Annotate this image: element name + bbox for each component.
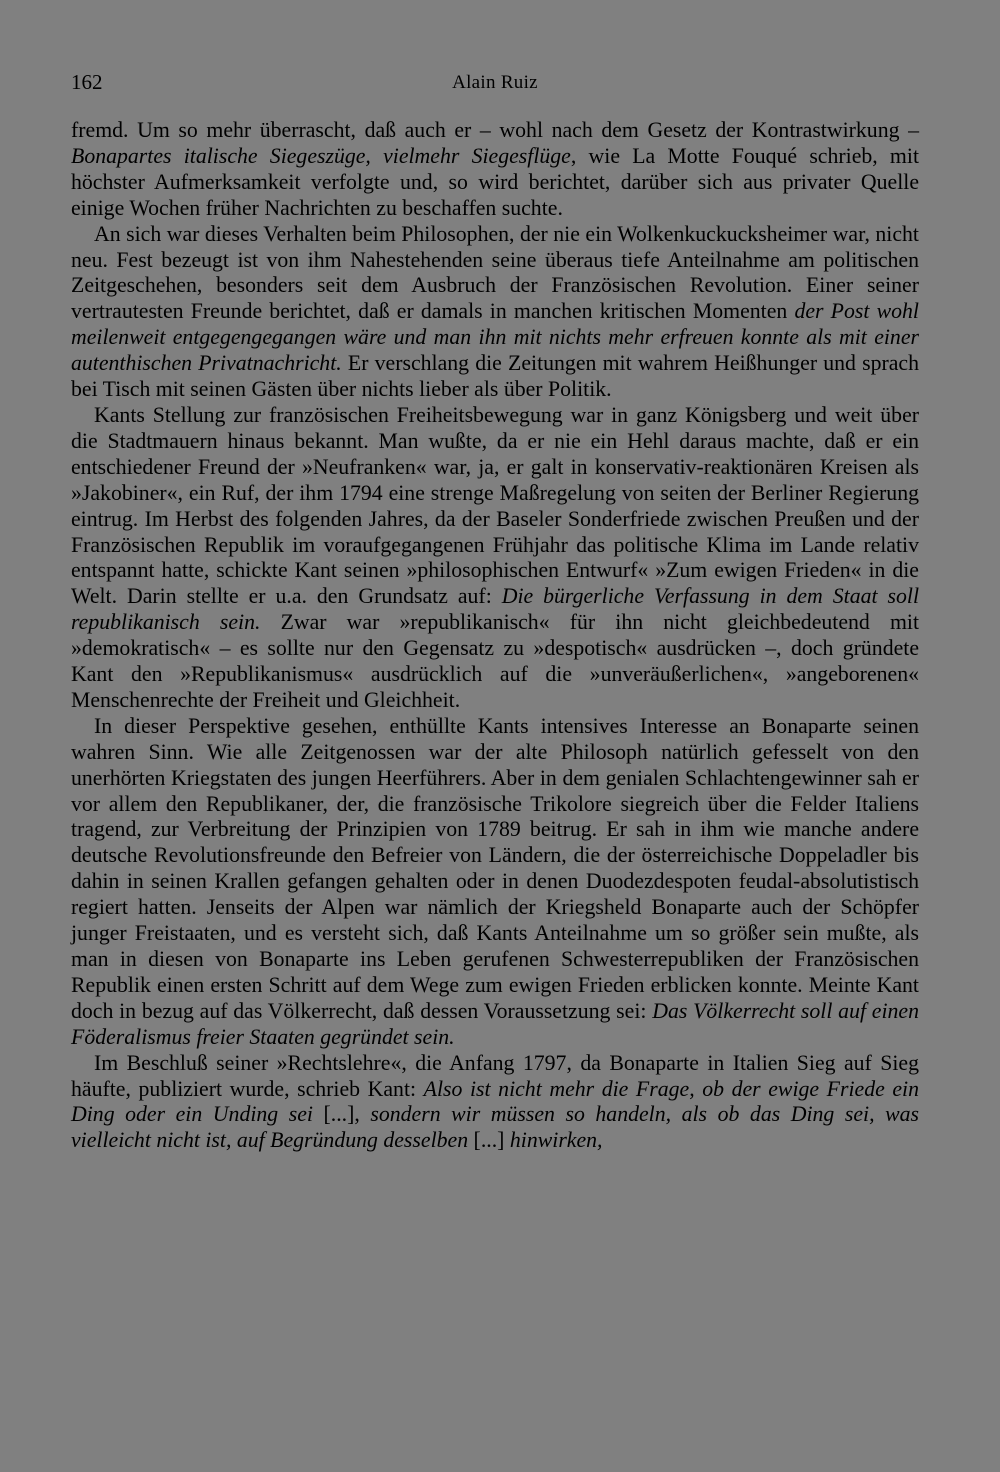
italic-quote: Bonapartes italische Siegeszüge, vielmehr Siegesflüge bbox=[71, 143, 571, 168]
italic-quote: sondern wir müssen so handeln, als ob das Ding sei, was vielleicht nicht ist, auf Begründung desselben bbox=[71, 1102, 919, 1153]
text-segment: Zwar war »republikanisch« für ihn nicht gleichbedeutend mit »demokratisch« – es sollte nur den Gegensatz zu »despotisch« ausdrücken –, doch gründete Kant den »Republikanismus« ausdrücklich auf die »unveräußerlichen«, »angeborenen« Menschenrechte der Freiheit und Gleichheit. bbox=[71, 610, 920, 712]
page-header bbox=[71, 64, 919, 100]
italic-quote: Also ist nicht mehr die Frage, ob der ewige Friede ein Ding oder ein Unding sei bbox=[71, 1076, 919, 1127]
page-number: 162 bbox=[71, 70, 103, 94]
running-head-author: Alain Ruiz bbox=[452, 72, 538, 93]
text-segment: Kants Stellung zur französischen Freiheitsbewegung war in ganz Königsberg und weit über die Stadtmauern hinaus bekannt. Man wußte, da er nie ein Hehl daraus machte, daß er ein entschiedener Freund der »Neufranken« war, ja, er galt in konservativ-reaktionären Kreisen als »Jakobiner«, ein Ruf, der ihm 1794 eine strenge Maßregelung von seiten der Berliner Regierung eintrug. Im Herbst des folgenden Jahres, da der Baseler Sonderfriede zwischen Preußen und der Französischen Republik im voraufgegangenen Frühjahr das politische Klima im Lande relativ entspannt hatte, schickte Kant seinen »philosophischen Entwurf« »Zum ewigen Frieden« in die Welt. Darin stellte er u.a. den Grundsatz auf: bbox=[71, 402, 919, 609]
text-segment: [...], bbox=[312, 1102, 371, 1127]
text-segment: , wie La Motte Fouqué schrieb, mit höchster Aufmerksamkeit verfolgte und, so wird berichtet, darüber sich aus privater Quelle einige Wochen früher Nachrichten zu beschaffen suchte. bbox=[71, 143, 920, 220]
text-segment: Im Beschluß seiner »Rechtslehre«, die Anfang 1797, da Bonaparte in Italien Sieg auf Sieg häufte, publiziert wurde, schrieb Kant: bbox=[71, 1050, 919, 1101]
italic-quote: der Post wohl meilenweit entgegengegangen wäre und man ihn mit nichts mehr erfreuen konnte als mit einer autenthischen Privatnachricht. bbox=[71, 299, 919, 376]
text-segment: [...] bbox=[468, 1128, 510, 1153]
book-page bbox=[71, 64, 919, 1154]
paragraph-3 bbox=[71, 403, 919, 714]
paragraph-2 bbox=[71, 222, 919, 403]
body-text bbox=[71, 118, 919, 1154]
paragraph-4 bbox=[71, 714, 919, 1051]
text-segment: Er verschlang die Zeitungen mit wahrem Heißhunger und sprach bei Tisch mit seinen Gästen über nichts lieber als über Politik. bbox=[71, 351, 920, 402]
text-segment: An sich war dieses Verhalten beim Philosophen, der nie ein Wolkenkuckucksheimer war, nicht neu. Fest bezeugt ist von ihm Nahestehenden seine überaus tiefe Anteilnahme am politischen Zeitgeschehen, besonders seit dem Ausbruch der Französischen Revolution. Einer seiner vertrautesten Freunde berichtet, daß er damals in manchen kritischen Momenten bbox=[71, 221, 919, 324]
italic-quote: Das Völkerrecht soll auf einen Föderalismus freier Staaten gegründet sein. bbox=[71, 998, 919, 1049]
italic-quote: Die bürgerliche Verfassung in dem Staat soll republikanisch sein. bbox=[71, 584, 919, 635]
paragraph-5 bbox=[71, 1051, 919, 1155]
text-segment: In dieser Perspektive gesehen, enthüllte Kants intensives Interesse an Bonaparte seinen wahren Sinn. Wie alle Zeitgenossen war der alte Philosoph natürlich gefesselt von den unerhörten Kriegstaten des jungen Heerführers. Aber in dem genialen Schlachtengewinner sah er vor allem den Republikaner, der, die französische Trikolore siegreich über die Felder Italiens tragend, zur Verbreitung der Prinzipien von 1789 beitrug. Er sah in ihm wie manche andere deutsche Revolutionsfreunde den Befreier von Ländern, die der österreichische Doppeladler bis dahin in seinen Krallen gefangen gehalten oder in denen Duodezdespoten feudal-absolutistisch regiert hatten. Jenseits der Alpen war nämlich der Kriegsheld Bonaparte auch der Schöpfer junger Freistaaten, und es versteht sich, daß Kants Anteilnahme um so größer sein mußte, als man in diesen von Bonaparte ins Leben gerufenen Schwesterrepubliken der Französischen Republik einen ersten Schritt auf dem Wege zum ewigen Frieden erblicken konnte. Meinte Kant doch in bezug auf das Völkerrecht, daß dessen Voraussetzung sei: bbox=[71, 713, 919, 1023]
text-segment: fremd. Um so mehr überrascht, daß auch er – wohl nach dem Gesetz der Kontrastwirkung – bbox=[71, 118, 919, 142]
paragraph-1 bbox=[71, 118, 919, 222]
italic-quote: hinwirken, bbox=[509, 1128, 603, 1153]
